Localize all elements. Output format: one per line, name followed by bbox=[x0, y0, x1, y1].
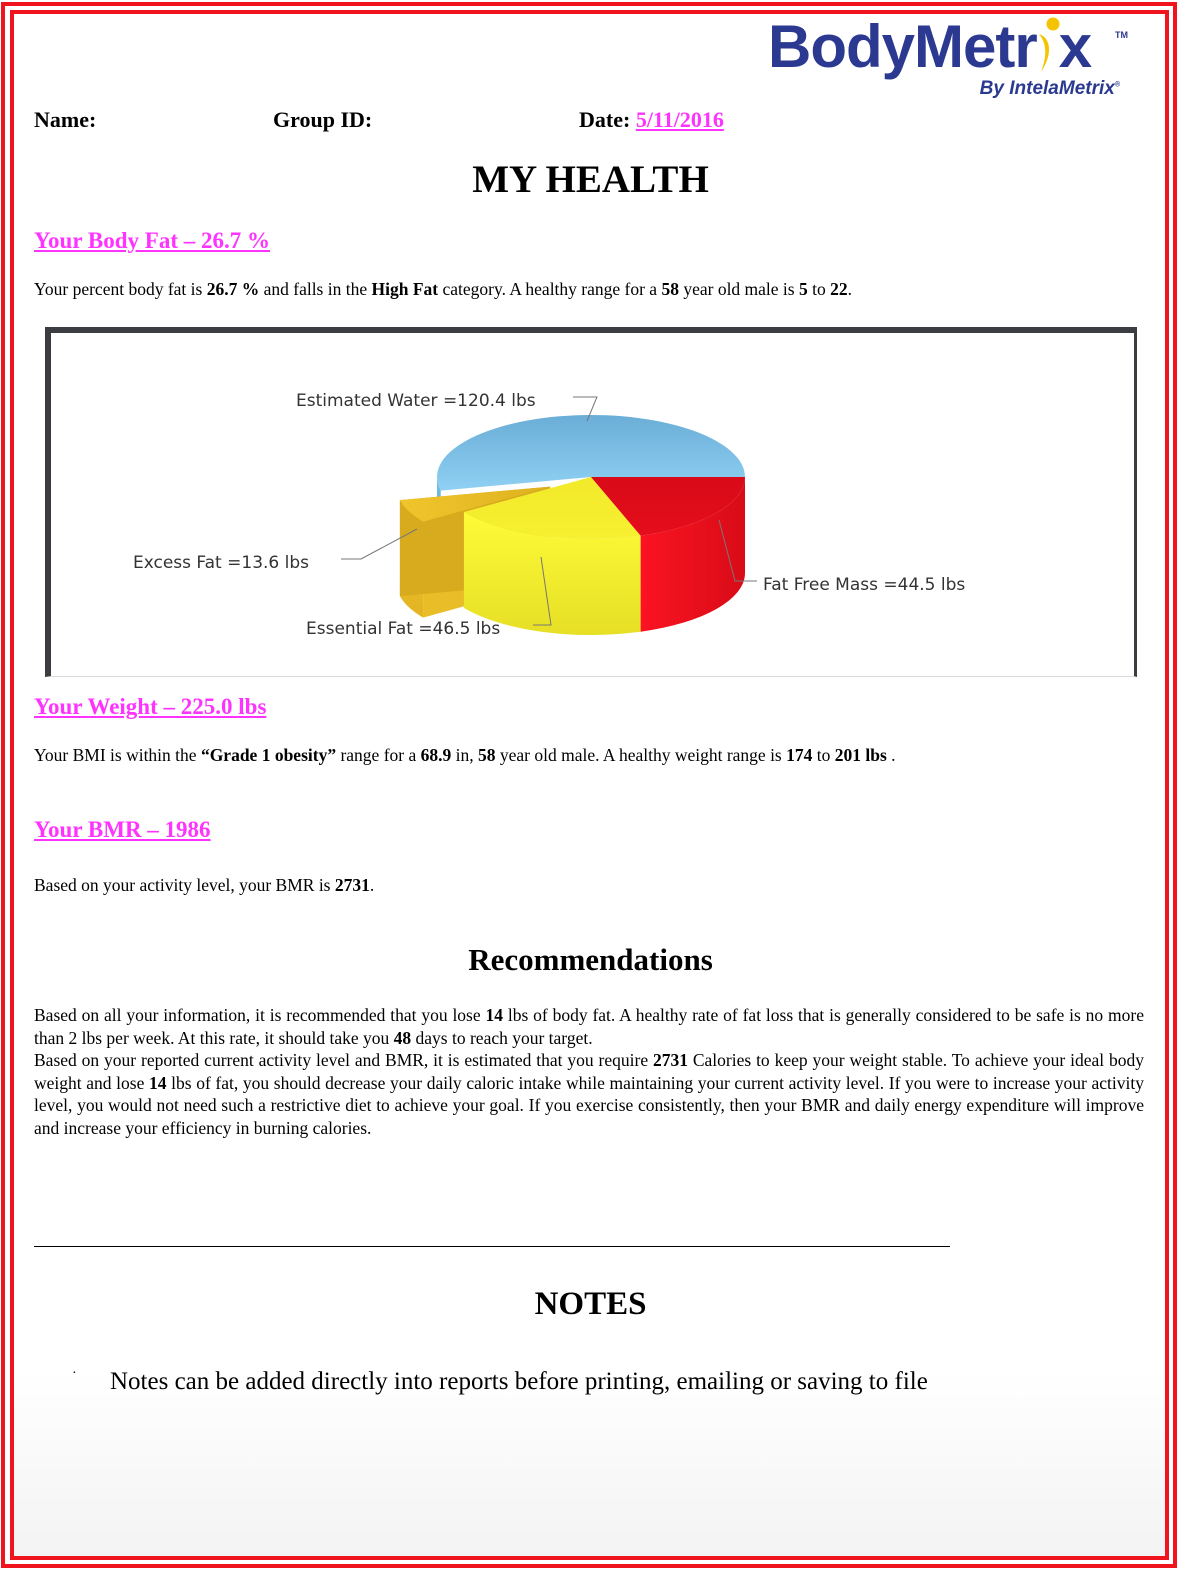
text-run: year old male. A healthy weight range is bbox=[495, 745, 787, 765]
text-run: . bbox=[847, 279, 852, 299]
text-run: range for a bbox=[336, 745, 421, 765]
trademark-symbol: TM bbox=[1115, 30, 1128, 40]
recommendations-heading: Recommendations bbox=[468, 942, 713, 977]
text-run: to bbox=[812, 745, 835, 765]
logo-text-prefix: BodyMetr bbox=[768, 13, 1037, 80]
text-run: year old male is bbox=[678, 279, 799, 299]
text-run: days to reach your target. bbox=[411, 1027, 593, 1048]
date-field bbox=[579, 107, 724, 133]
bold-value: “Grade 1 obesity” bbox=[200, 745, 337, 765]
recommendations-text bbox=[34, 1004, 1144, 1140]
bold-value: 2731 bbox=[652, 1050, 688, 1071]
text-run: to bbox=[807, 279, 831, 299]
recommendation-paragraph-2 bbox=[34, 1049, 1144, 1139]
bmr-text bbox=[34, 874, 374, 897]
pie-label-fat-free-mass: Fat Free Mass =44.5 lbs bbox=[763, 575, 966, 595]
note-text[interactable]: Notes can be added directly into reports before printing, emailing or saving to file bbox=[110, 1368, 928, 1395]
name-label: Name: bbox=[34, 107, 97, 132]
bold-value: 58 bbox=[478, 745, 496, 765]
text-run: lbs of fat, you should decrease your daily caloric intake while maintaining your current activity level. If you were to increase your activity level, you would not need such a restrictive diet to achieve your goal. If you exercise consistently, then your BMR and daily energy expenditure will improve and increase your efficiency in burning calories. bbox=[34, 1072, 1145, 1138]
notes-heading: NOTES bbox=[534, 1286, 647, 1322]
pie-marks bbox=[400, 415, 745, 635]
bold-value: High Fat bbox=[371, 279, 439, 299]
body-fat-text bbox=[34, 278, 852, 301]
weight-heading[interactable]: Your Weight – 225.0 lbs bbox=[34, 694, 267, 719]
text-run: and falls in the bbox=[259, 279, 372, 299]
logo-byline bbox=[980, 78, 1120, 100]
logo-wordmark bbox=[768, 12, 1091, 82]
logo-byline-text: By IntelaMetrix bbox=[979, 78, 1115, 99]
text-run: in, bbox=[451, 745, 478, 765]
text-run: Your percent body fat is bbox=[34, 279, 207, 299]
bold-value: 58 bbox=[661, 279, 679, 299]
bmr-heading[interactable]: Your BMR – 1986 bbox=[34, 817, 211, 842]
recommendation-paragraph-1 bbox=[34, 1004, 1144, 1049]
person-figure-icon bbox=[1035, 16, 1061, 76]
registered-symbol: ® bbox=[1114, 81, 1120, 89]
pie-chart-svg bbox=[51, 333, 1134, 670]
bullet-icon: · bbox=[72, 1366, 77, 1381]
text-run: Calories to keep your weight stable. To achieve your ideal body weight and lose bbox=[34, 1050, 1144, 1093]
date-label: Date: bbox=[579, 107, 631, 132]
bold-value: 201 lbs bbox=[834, 745, 887, 765]
text-run: Based on your reported current activity level and BMR, it is estimated that you require bbox=[34, 1050, 653, 1071]
bold-value: 26.7 % bbox=[206, 279, 260, 299]
pie-label-estimated-water: Estimated Water =120.4 lbs bbox=[296, 391, 536, 411]
body-fat-heading[interactable]: Your Body Fat – 26.7 % bbox=[34, 228, 270, 253]
bold-value: 68.9 bbox=[420, 745, 452, 765]
bold-value: 22 bbox=[830, 279, 848, 299]
logo-figure-i bbox=[1037, 12, 1059, 82]
pie-label-excess-fat: Excess Fat =13.6 lbs bbox=[133, 553, 310, 573]
weight-text bbox=[34, 744, 896, 767]
bold-value: 2731 bbox=[334, 875, 370, 895]
text-run: . bbox=[886, 745, 896, 765]
logo-text-suffix: x bbox=[1058, 13, 1092, 80]
bold-value: 14 bbox=[149, 1072, 167, 1093]
divider-line bbox=[34, 1246, 950, 1247]
text-run: lbs of body fat. A healthy rate of fat loss that is generally considered to be safe is no more than 2 lbs per week. At this rate, it should take you bbox=[34, 1005, 1144, 1048]
group-id-label: Group ID: bbox=[273, 107, 373, 132]
text-run: Your BMI is within the bbox=[34, 745, 201, 765]
bold-value: 5 bbox=[798, 279, 808, 299]
page-title: MY HEALTH bbox=[472, 158, 709, 201]
text-run: Based on all your information, it is recommended that you lose bbox=[34, 1005, 486, 1025]
body-composition-chart bbox=[45, 327, 1137, 677]
bodymetrix-logo bbox=[768, 12, 1138, 104]
text-run: category. A healthy range for a bbox=[438, 279, 662, 299]
pie-label-essential-fat: Essential Fat =46.5 lbs bbox=[306, 619, 501, 639]
bold-value: 14 bbox=[485, 1005, 503, 1025]
text-run: . bbox=[369, 875, 375, 895]
date-value-link[interactable]: 5/11/2016 bbox=[635, 107, 724, 132]
bold-value: 174 bbox=[786, 745, 813, 765]
text-run: Based on your activity level, your BMR is bbox=[34, 875, 335, 895]
bold-value: 48 bbox=[393, 1027, 412, 1048]
